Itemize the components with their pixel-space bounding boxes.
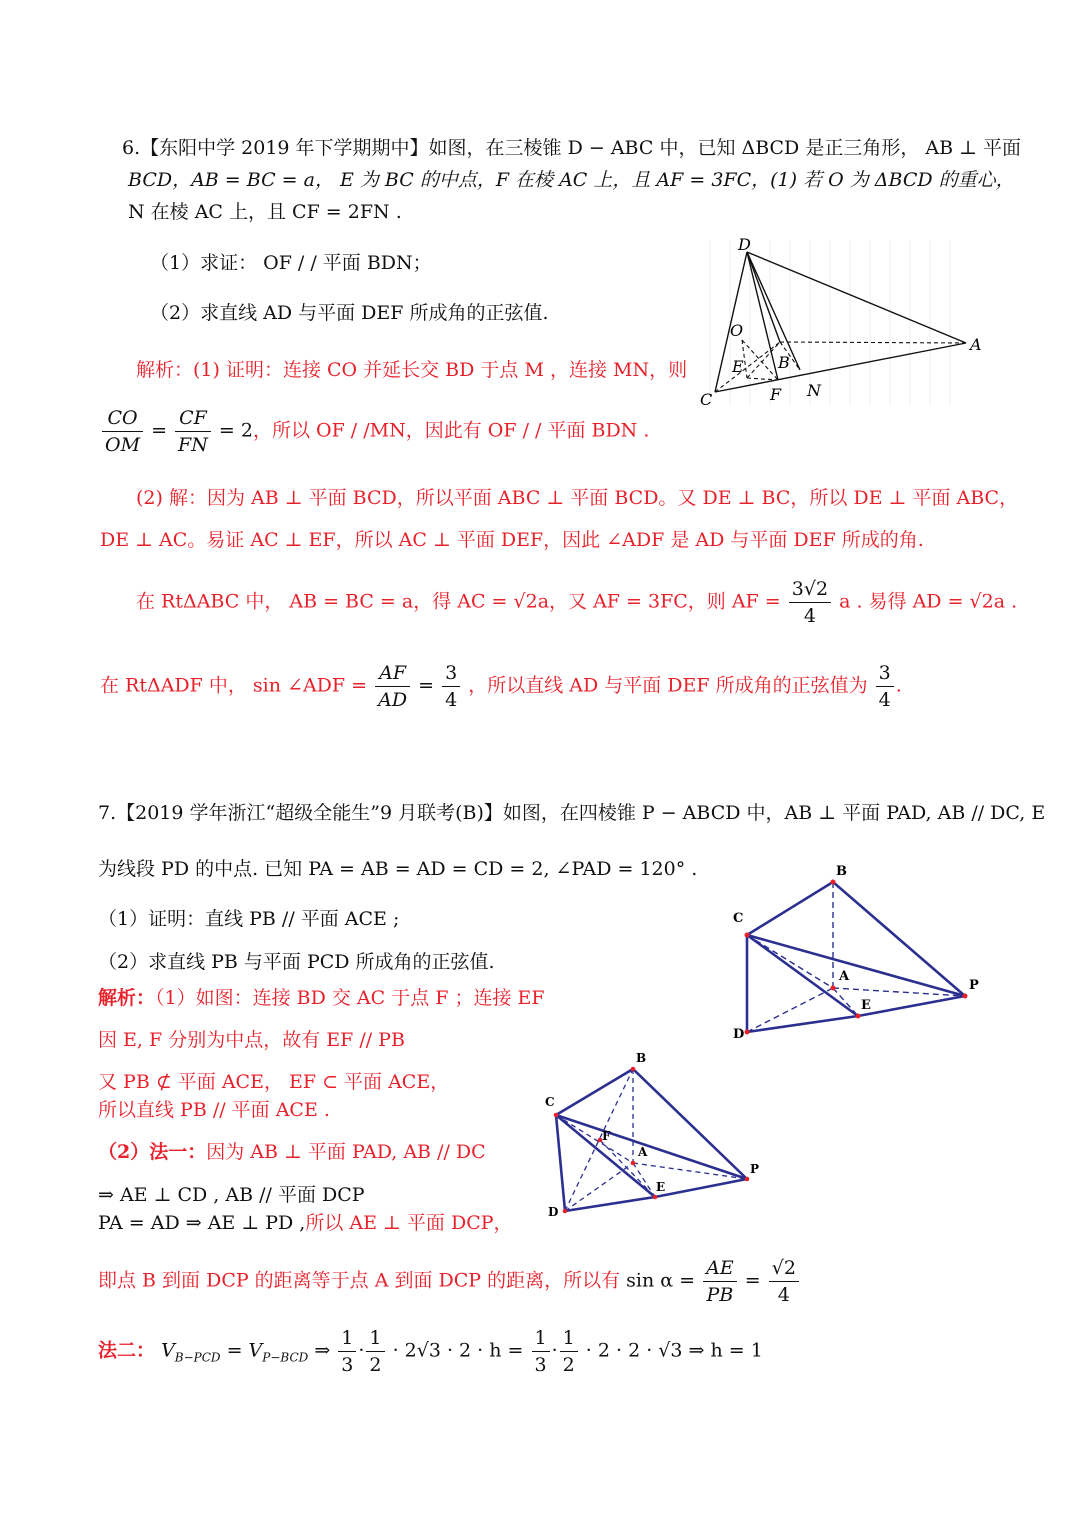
p6-label-D: D bbox=[738, 235, 751, 254]
p7-fig1-label-E: E bbox=[861, 998, 871, 1013]
p6-label-C: C bbox=[700, 390, 713, 409]
p7-fig1-label-B: B bbox=[836, 864, 847, 879]
p7-solution-line5: （2）法一：因为 AB ⊥ 平面 PAD, AB // DC bbox=[98, 1141, 486, 1163]
p6-solution-1-line1: 解析：(1) 证明：连接 CO 并延长交 BD 于点 M ，连接 MN，则 bbox=[136, 359, 688, 381]
fraction-ae-pb: $\frac{AE}{PB}$ bbox=[703, 1255, 737, 1308]
p7-fig2-label-E: E bbox=[656, 1180, 666, 1194]
p7-solution-line3: 又 PB ⊄ 平面 ACE， EF ⊂ 平面 ACE， bbox=[98, 1071, 450, 1093]
fraction-1-2-b: $\frac{1}{2}$ bbox=[560, 1325, 578, 1378]
p6-solution-2-line3: 在 RtΔABC 中， AB = BC = a，得 AC = √2a，又 AF = 3FC，则 AF = $\frac{3√2}{4}$ a . 易得 AD = √2a . bbox=[136, 578, 1018, 627]
p7-fig2-label-C: C bbox=[545, 1095, 555, 1109]
p6-solution-2-line2: DE ⊥ AC。易证 AC ⊥ EF，所以 AC ⊥ 平面 DEF，因此 ∠ADF 是 AD 与平面 DEF 所成的角. bbox=[100, 529, 924, 551]
p6-question-2: （2）求直线 AD 与平面 DEF 所成角的正弦值. bbox=[150, 302, 549, 324]
fraction-3-4-a: $\frac{3}{4}$ bbox=[442, 660, 460, 713]
p7-fig2-label-A: A bbox=[638, 1145, 648, 1159]
p6-label-B: B bbox=[778, 353, 790, 372]
p6-solution-2-line1: (2) 解：因为 AB ⊥ 平面 BCD，所以平面 ABC ⊥ 平面 BCD。又 DE ⊥ BC，所以 DE ⊥ 平面 ABC， bbox=[136, 487, 1019, 509]
p7-pyramid-figure-2 bbox=[540, 1048, 770, 1223]
p6-label-A: A bbox=[970, 335, 982, 354]
fraction-3root2-4: $\frac{3√2}{4}$ bbox=[789, 576, 831, 629]
p7-fig2-label-B: B bbox=[636, 1051, 647, 1065]
p6-solution-1-line2: $\frac{CO}{OM}$ = $\frac{CF}{FN}$ = 2，所以 OF / /MN，因此有 OF / / 平面 BDN . bbox=[100, 405, 649, 458]
p7-method-2: 法二： $V_{B-PCD} = V_{P-BCD}$ ⇒ $\frac{1}{3}$ · $\frac{1}{2}$ · 2√3 · 2 · h = $\frac{1}{3}$ · $\frac{1}{2}$ · 2 · 2 · √3 ⇒ h = 1 bbox=[98, 1327, 763, 1376]
p7-question-2: （2）求直线 PB 与平面 PCD 所成角的正弦值. bbox=[98, 951, 495, 973]
p6-line1: 6.【东阳中学 2019 年下学期期中】如图，在三棱锥 D − ABC 中，已知 ΔBCD 是正三角形， AB ⊥ 平面 bbox=[122, 137, 1022, 159]
p6-line3: N 在棱 AC 上，且 CF = 2FN . bbox=[128, 201, 402, 223]
p7-fig1-label-P: P bbox=[969, 978, 979, 993]
p6-line2: BCD，AB = BC = a， E 为 BC 的中点，F 在棱 AC 上，且 AF = 3FC，(1) 若 O 为 ΔBCD 的重心， bbox=[128, 169, 1015, 191]
fraction-1-3-b: $\frac{1}{3}$ bbox=[532, 1325, 550, 1378]
p7-pyramid-figure-1 bbox=[725, 860, 985, 1045]
p7-fig1-label-A: A bbox=[839, 969, 850, 984]
p7-line2: 为线段 PD 的中点. 已知 PA = AB = AD = CD = 2, ∠PAD = 120° . bbox=[98, 858, 698, 880]
fraction-root2-4: $\frac{√2}{4}$ bbox=[769, 1255, 799, 1308]
p6-label-E: E bbox=[732, 357, 744, 376]
p7-solution-line8: 即点 B 到面 DCP 的距离等于点 A 到面 DCP 的距离，所以有 sin α = $\frac{AE}{PB}$ = $\frac{√2}{4}$ bbox=[98, 1255, 801, 1308]
p6-label-O: O bbox=[730, 321, 744, 340]
fraction-cf-fn: $\frac{CF}{FN}$ bbox=[175, 405, 211, 458]
fraction-af-ad: $\frac{AF}{AD}$ bbox=[375, 660, 410, 713]
fraction-1-3-a: $\frac{1}{3}$ bbox=[338, 1325, 356, 1378]
p6-question-1: （1）求证： OF / / 平面 BDN； bbox=[150, 252, 432, 274]
p6-tetrahedron-figure bbox=[690, 230, 990, 415]
p7-solution-line7: PA = AD ⇒ AE ⊥ PD ,所以 AE ⊥ 平面 DCP， bbox=[98, 1212, 513, 1234]
p6-solution-2-line4: 在 RtΔADF 中， sin ∠ADF = $\frac{AF}{AD}$ = $\frac{3}{4}$ ，所以直线 AD 与平面 DEF 所成角的正弦值为 $\frac{3}{4}$ . bbox=[100, 662, 902, 711]
p7-solution-line6: ⇒ AE ⊥ CD , AB // 平面 DCP bbox=[98, 1184, 365, 1206]
fraction-co-om: $\frac{CO}{OM}$ bbox=[102, 405, 143, 458]
p7-solution-line2: 因 E, F 分别为中点，故有 EF // PB bbox=[98, 1029, 405, 1051]
fraction-3-4-b: $\frac{3}{4}$ bbox=[876, 660, 894, 713]
p7-question-1: （1）证明：直线 PB // 平面 ACE ; bbox=[98, 908, 400, 930]
p7-fig2-label-D: D bbox=[548, 1205, 559, 1219]
p7-fig1-label-C: C bbox=[733, 911, 744, 926]
p7-solution-line4: 所以直线 PB // 平面 ACE . bbox=[98, 1099, 330, 1121]
p7-fig2-label-F: F bbox=[602, 1129, 611, 1143]
p6-label-F: F bbox=[770, 385, 782, 404]
p6-label-N: N bbox=[807, 381, 821, 400]
p7-fig1-label-D: D bbox=[733, 1027, 745, 1042]
fraction-1-2-a: $\frac{1}{2}$ bbox=[366, 1325, 384, 1378]
p7-line1: 7.【2019 学年浙江“超级全能生”9 月联考(B)】如图，在四棱锥 P − ABCD 中，AB ⊥ 平面 PAD, AB // DC, E bbox=[98, 802, 1046, 824]
p7-fig2-label-P: P bbox=[750, 1162, 760, 1176]
p7-solution-line1: 解析：（1）如图：连接 BD 交 AC 于点 F ；连接 EF bbox=[98, 987, 545, 1009]
